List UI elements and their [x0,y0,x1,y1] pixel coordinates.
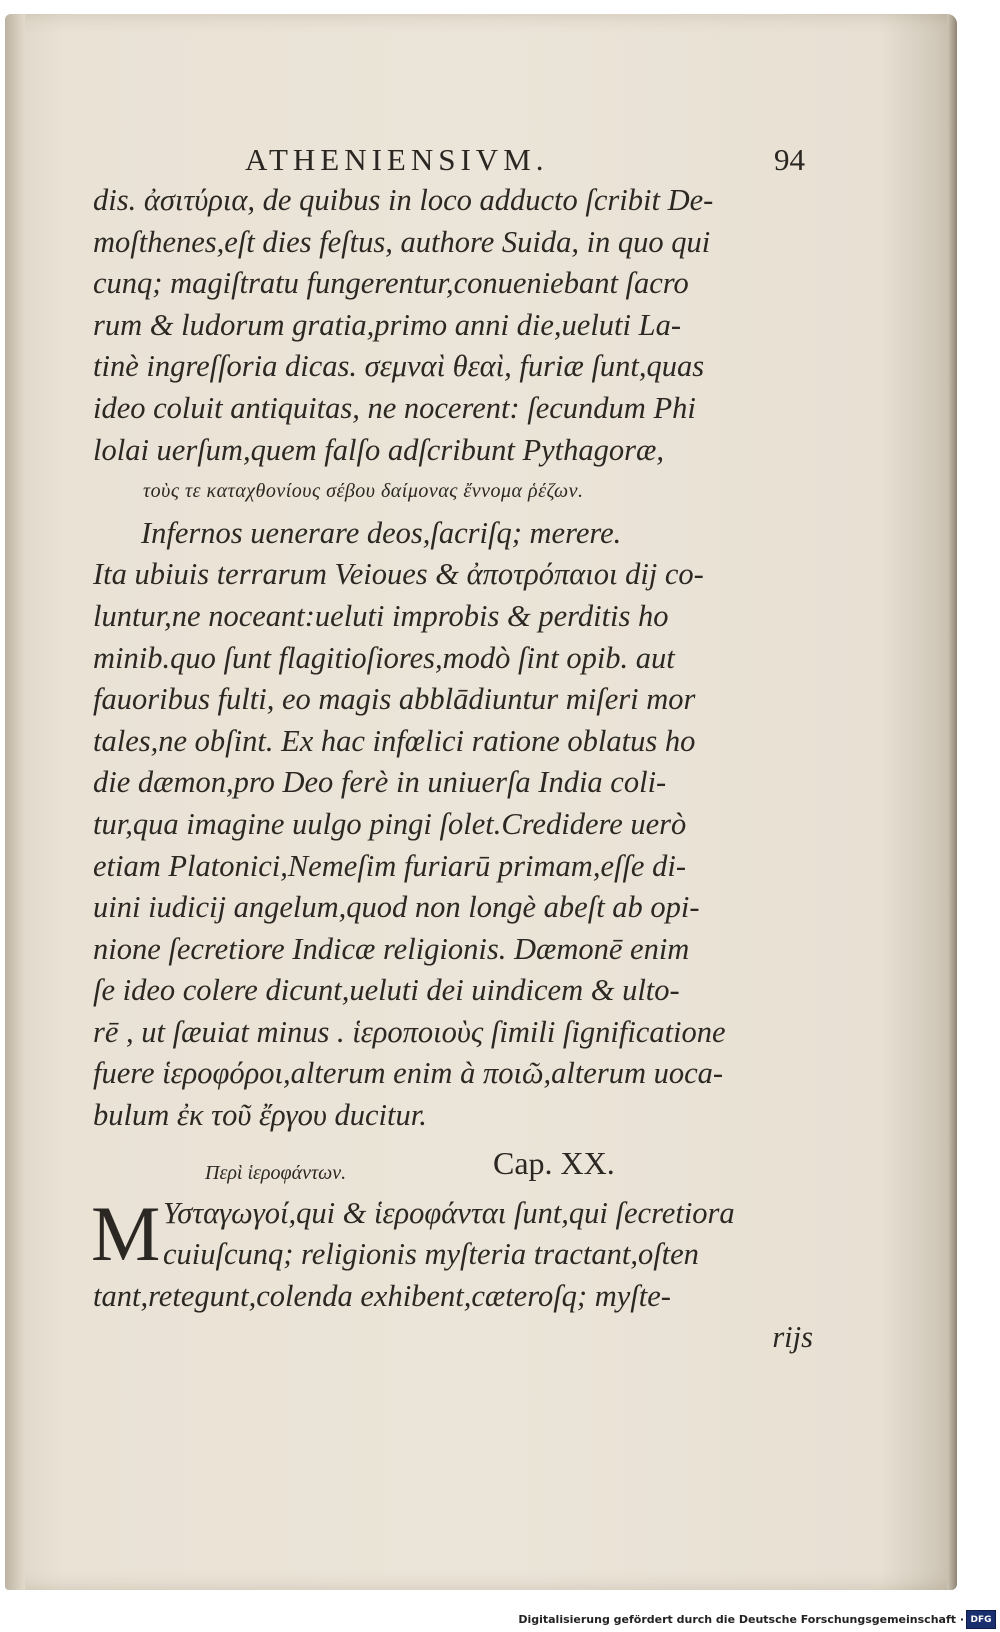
text-line: rē , ut ſæuiat minus . ἱεροποιοὺς ſimili ſignificatione [93,1014,726,1049]
text-line: fuere ἱεροφόροι,alterum enim à ποιῶ,alterum uoca- [93,1056,724,1091]
page-number: 94 [774,142,805,177]
greek-verse-line: τοὺς τε καταχθονίους σέβου δαίμονας ἔννομα ῥέζων. [143,480,584,503]
text-line: etiam Platonici,Nemeſim furiarū primam,eſſe di- [93,848,686,883]
text-line: lolai uerſum,quem falſo adſcribunt Pythagoræ, [93,432,664,467]
text-line: die dæmon,pro Deo ferè in uniuerſa India coli- [93,765,667,800]
text-line: cuiuſcunq; religionis myſteria tractant,oſten [163,1237,699,1272]
chapter-paragraph [91,1189,813,1359]
text-line: ideo coluit antiquitas, ne nocerent: ſecundum Phi [93,390,696,425]
digitization-footer [0,1595,1000,1632]
page-left-edge [5,14,25,1590]
text-line: tant,retegunt,colenda exhibent,cæteroſq; myſte- [93,1278,671,1313]
text-line: tinè ingreſſoria dicas. σεμναὶ θεαὶ, furiæ ſunt,quas [93,349,705,384]
text-line: luntur,ne noceant:ueluti improbis & perditis ho [93,598,669,633]
text-line: fauoribus fulti, eo magis abblādiuntur miſeri mor [93,682,696,717]
page-right-edge [947,14,957,1590]
body-text [93,180,813,1359]
text-line: tur,qua imagine uulgo pingi ſolet.Credidere uerò [93,806,687,841]
catchword: rijs [772,1320,813,1355]
running-head: ATHENIENSIVM. [245,142,549,177]
text-line: uini iudicij angelum,quod non longè abeſt ab opi- [93,890,700,925]
chapter-label: Cap. XX. [493,1144,615,1181]
chapter-greek-title: Περὶ ἱεροφάντων. [205,1161,347,1184]
text-line: minib.quo ſunt flagitioſiores,modò ſint opib. aut [93,640,675,675]
latin-verse-line: Infernos uenerare deos,ſacriſq; merere. [141,515,622,550]
text-line: tales,ne obſint. Ex hac infœlici ratione oblatus ho [93,723,696,758]
text-line: rum & ludorum gratia,primo anni die,ueluti La- [93,307,681,342]
text-line: bulum ἐκ τοῦ ἔργου ducitur. [93,1098,427,1133]
chapter-heading [93,1141,813,1193]
text-line: dis. ἀσιτύρια, de quibus in loco adducto ſcribit De- [93,183,714,217]
text-line: Υσταγωγοί,qui & ἱεροφάνται ſunt,qui ſecretiora [163,1195,735,1230]
drop-cap: M [91,1189,161,1277]
text-line: Ita ubiuis terrarum Veioues & ἀποτρόπαιοι dij co- [93,557,704,592]
text-line: moſthenes,eſt dies feſtus, authore Suida, in quo qui [93,224,711,259]
text-line: nione ſecretiore Indicæ religionis. Dæmonē enim [93,931,690,966]
dfg-logo: DFG [966,1610,996,1629]
text-line: ſe ideo colere dicunt,ueluti dei uindicem & ulto- [93,973,680,1008]
book-page [5,14,957,1590]
text-line: cunq; magiſtratu fungerentur,conueniebant ſacro [93,266,689,301]
funding-notice: Digitalisierung gefördert durch die Deutsche Forschungsgemeinschaft · [518,1613,964,1626]
